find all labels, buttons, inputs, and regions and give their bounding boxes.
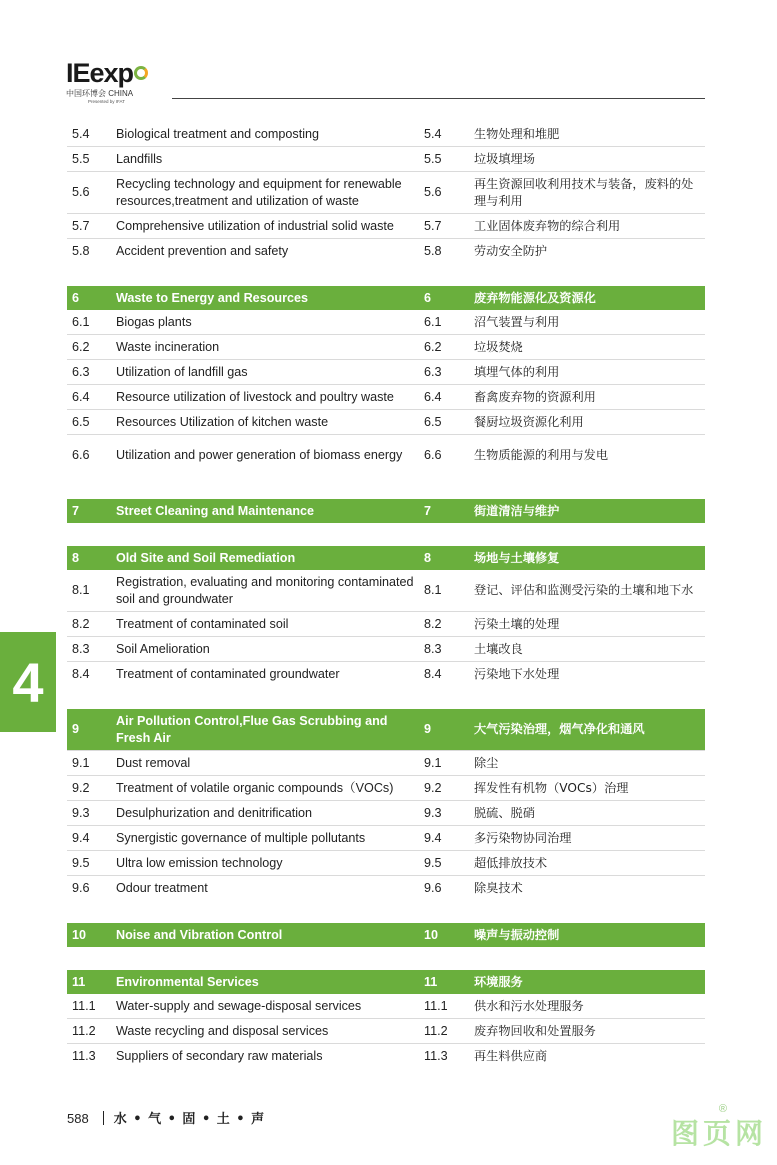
category-title-zh: 环境服务 (474, 974, 523, 989)
iexpo-logo (66, 58, 156, 104)
section-gap (67, 263, 705, 286)
list-item (67, 662, 705, 686)
category-header (67, 970, 705, 994)
item-number-zh: 9.4 (424, 830, 442, 845)
category-number-zh: 10 (424, 927, 439, 942)
item-number: 9.5 (72, 855, 90, 870)
item-label-en: Comprehensive utilization of industrial solid waste (116, 218, 394, 233)
list-item (67, 214, 705, 239)
item-number: 6.3 (72, 364, 90, 379)
item-number: 11.3 (72, 1048, 96, 1063)
list-item (67, 612, 705, 637)
item-label-en: Utilization of landfill gas (116, 364, 248, 379)
item-number-zh: 8.3 (424, 641, 442, 656)
item-number-zh: 6.3 (424, 364, 442, 379)
category-title-en: Environmental Services (116, 974, 259, 989)
item-label-en: Soil Amelioration (116, 641, 210, 656)
category-title-zh: 大气污染治理，烟气净化和通风 (474, 722, 645, 736)
category-header (67, 923, 705, 947)
section-gap (67, 947, 705, 970)
item-label-en: Synergistic governance of multiple pollutants (116, 830, 366, 845)
list-item (67, 310, 705, 335)
category-header (67, 546, 705, 570)
item-label-en: Desulphurization and denitrification (116, 805, 313, 820)
list-item (67, 1019, 705, 1044)
item-label-en: Dust removal (116, 755, 191, 770)
item-number-zh: 8.1 (424, 583, 442, 597)
category-title-en: Street Cleaning and Maintenance (116, 503, 315, 518)
item-number-zh: 6.5 (424, 414, 442, 429)
item-label-zh: 工业固体废弃物的综合利用 (474, 218, 621, 233)
category-title-en: Waste to Energy and Resources (116, 290, 308, 305)
section-gap (67, 900, 705, 923)
category-header (67, 499, 705, 523)
category-number: 7 (72, 503, 80, 518)
item-number: 9.1 (72, 755, 90, 770)
item-label-en: Registration, evaluating and monitoring contaminated soil and groundwater (116, 574, 414, 606)
item-number: 5.7 (72, 218, 90, 233)
item-label-en: Treatment of contaminated groundwater (116, 666, 340, 681)
logo-text: IEexp (66, 58, 134, 88)
item-label-en: Resource utilization of livestock and poultry waste (116, 389, 394, 404)
item-label-en: Suppliers of secondary raw materials (116, 1048, 323, 1063)
item-label-en: Waste incineration (116, 339, 220, 354)
item-number: 5.4 (72, 126, 90, 141)
category-title-zh: 街道清洁与维护 (474, 503, 560, 518)
item-number: 8.2 (72, 616, 90, 631)
item-label-zh: 供水和污水处理服务 (474, 998, 584, 1013)
chapter-tab: 4 (0, 632, 56, 732)
item-number-zh: 8.4 (424, 666, 442, 681)
item-number-zh: 5.8 (424, 243, 442, 258)
item-number: 9.2 (72, 780, 90, 795)
item-number: 6.6 (72, 448, 90, 462)
item-number-zh: 6.2 (424, 339, 442, 354)
item-number: 6.1 (72, 314, 90, 329)
list-item (67, 1044, 705, 1068)
item-number-zh: 9.1 (424, 755, 442, 770)
list-item (67, 570, 705, 612)
category-header (67, 286, 705, 310)
item-label-zh: 污染土壤的处理 (474, 616, 560, 631)
item-label-zh: 超低排放技术 (474, 855, 548, 870)
item-number-zh: 9.3 (424, 805, 442, 820)
logo-subtitle: 中国环博会 CHINA (66, 89, 134, 98)
item-label-zh: 污染地下水处理 (474, 666, 560, 681)
item-label-zh: 餐厨垃圾资源化利用 (474, 414, 584, 429)
category-header (67, 709, 705, 751)
item-label-en: Odour treatment (116, 880, 208, 895)
item-label-zh: 填埋气体的利用 (474, 364, 560, 379)
item-number: 5.6 (72, 185, 90, 199)
category-number: 9 (72, 722, 80, 736)
item-number: 9.3 (72, 805, 90, 820)
item-number-zh: 11.2 (424, 1023, 448, 1038)
list-item (67, 385, 705, 410)
item-label-zh: 生物质能源的利用与发电 (474, 448, 609, 462)
item-number: 5.8 (72, 243, 90, 258)
item-number: 8.4 (72, 666, 90, 681)
list-item (67, 751, 705, 776)
item-number: 5.5 (72, 151, 90, 166)
item-label-en: Accident prevention and safety (116, 243, 289, 258)
item-label-zh: 除臭技术 (474, 880, 523, 895)
list-item (67, 801, 705, 826)
category-number: 10 (72, 927, 87, 942)
category-title-en: Air Pollution Control,Flue Gas Scrubbing and Fresh Air (116, 713, 388, 745)
list-item (67, 435, 705, 476)
item-label-zh: 再生料供应商 (474, 1048, 548, 1063)
list-item (67, 876, 705, 900)
category-title-en: Noise and Vibration Control (116, 927, 283, 942)
category-number: 11 (72, 974, 86, 989)
category-number-zh: 6 (424, 290, 432, 305)
item-number: 6.5 (72, 414, 90, 429)
section-gap (67, 686, 705, 709)
item-label-en: Recycling technology and equipment for renewable resources,treatment and utilization of waste (116, 176, 402, 208)
list-item (67, 637, 705, 662)
item-label-zh: 再生资源回收利用技术与装备，废料的处理与利用 (474, 176, 694, 208)
item-label-zh: 垃圾焚烧 (474, 339, 523, 354)
item-label-zh: 沼气装置与利用 (474, 314, 560, 329)
item-label-zh: 除尘 (474, 755, 499, 770)
item-label-zh: 登记、评估和监测受污染的土壤和地下水 (474, 583, 694, 597)
item-number-zh: 5.6 (424, 185, 442, 199)
section-gap (67, 523, 705, 546)
item-label-en: Water-supply and sewage-disposal services (116, 998, 362, 1013)
category-number-zh: 11 (424, 974, 438, 989)
category-title-zh: 噪声与振动控制 (474, 927, 560, 942)
item-number-zh: 6.4 (424, 389, 442, 404)
item-label-en: Biogas plants (116, 314, 192, 329)
item-number-zh: 6.6 (424, 448, 442, 462)
logo-ring-icon (134, 66, 148, 80)
item-number-zh: 6.1 (424, 314, 442, 329)
item-number-zh: 9.5 (424, 855, 442, 870)
footer-title: 水 • 气 • 固 • 土 • 声 (113, 1112, 266, 1127)
logo-presented-by: Presented by IFAT (88, 99, 125, 104)
category-number-zh: 9 (424, 722, 432, 736)
list-item (67, 172, 705, 214)
section-gap (67, 476, 705, 499)
category-number-zh: 7 (424, 503, 432, 518)
watermark: 图页网 (670, 1117, 767, 1150)
list-item (67, 360, 705, 385)
footer-separator (103, 1111, 104, 1125)
item-number: 11.1 (72, 998, 96, 1013)
item-label-en: Resources Utilization of kitchen waste (116, 414, 329, 429)
item-label-zh: 废弃物回收和处置服务 (474, 1023, 596, 1038)
item-label-zh: 生物处理和堆肥 (474, 126, 560, 141)
item-number: 9.4 (72, 830, 90, 845)
item-label-zh: 挥发性有机物（VOCs）治理 (474, 780, 629, 795)
item-number: 9.6 (72, 880, 90, 895)
product-category-list (67, 122, 705, 1068)
item-number-zh: 5.4 (424, 126, 442, 141)
list-item (67, 776, 705, 801)
item-label-zh: 畜禽废弃物的资源利用 (474, 389, 596, 404)
item-label-zh: 脱硫、脱硝 (474, 805, 535, 820)
item-label-en: Waste recycling and disposal services (116, 1023, 329, 1038)
item-label-zh: 多污染物协同治理 (474, 830, 572, 845)
item-number: 6.2 (72, 339, 90, 354)
item-number-zh: 9.2 (424, 780, 442, 795)
item-number-zh: 5.5 (424, 151, 442, 166)
item-label-zh: 垃圾填埋场 (474, 151, 535, 166)
item-number: 6.4 (72, 389, 90, 404)
item-number: 11.2 (72, 1023, 96, 1038)
item-label-zh: 土壤改良 (474, 641, 523, 656)
item-number-zh: 8.2 (424, 616, 442, 631)
item-number-zh: 5.7 (424, 218, 442, 233)
item-number-zh: 11.1 (424, 998, 448, 1013)
category-number-zh: 8 (424, 550, 432, 565)
item-label-en: Treatment of volatile organic compounds（VOCs) (116, 780, 394, 795)
item-label-en: Ultra low emission technology (116, 855, 283, 870)
list-item (67, 335, 705, 360)
page-number: 588 (67, 1111, 89, 1126)
item-label-en: Biological treatment and composting (116, 126, 320, 141)
list-item (67, 994, 705, 1019)
category-title-en: Old Site and Soil Remediation (116, 550, 296, 565)
header-divider (172, 98, 705, 99)
item-number: 8.3 (72, 641, 90, 656)
item-label-en: Landfills (116, 151, 163, 166)
category-title-zh: 废弃物能源化及资源化 (474, 290, 596, 305)
watermark-registered-mark: ® (718, 1103, 727, 1115)
item-label-en: Utilization and power generation of biomass energy (116, 448, 403, 462)
list-item (67, 122, 705, 147)
item-number-zh: 11.3 (424, 1048, 448, 1063)
item-number-zh: 9.6 (424, 880, 442, 895)
logo-wordmark (66, 60, 156, 87)
category-number: 8 (72, 550, 80, 565)
page-footer (67, 1108, 265, 1127)
list-item (67, 826, 705, 851)
category-number: 6 (72, 290, 80, 305)
list-item (67, 147, 705, 172)
list-item (67, 851, 705, 876)
list-item (67, 239, 705, 263)
item-label-en: Treatment of contaminated soil (116, 616, 289, 631)
category-title-zh: 场地与土壤修复 (474, 550, 560, 565)
item-number: 8.1 (72, 583, 90, 597)
item-label-zh: 劳动安全防护 (474, 243, 548, 258)
list-item (67, 410, 705, 435)
